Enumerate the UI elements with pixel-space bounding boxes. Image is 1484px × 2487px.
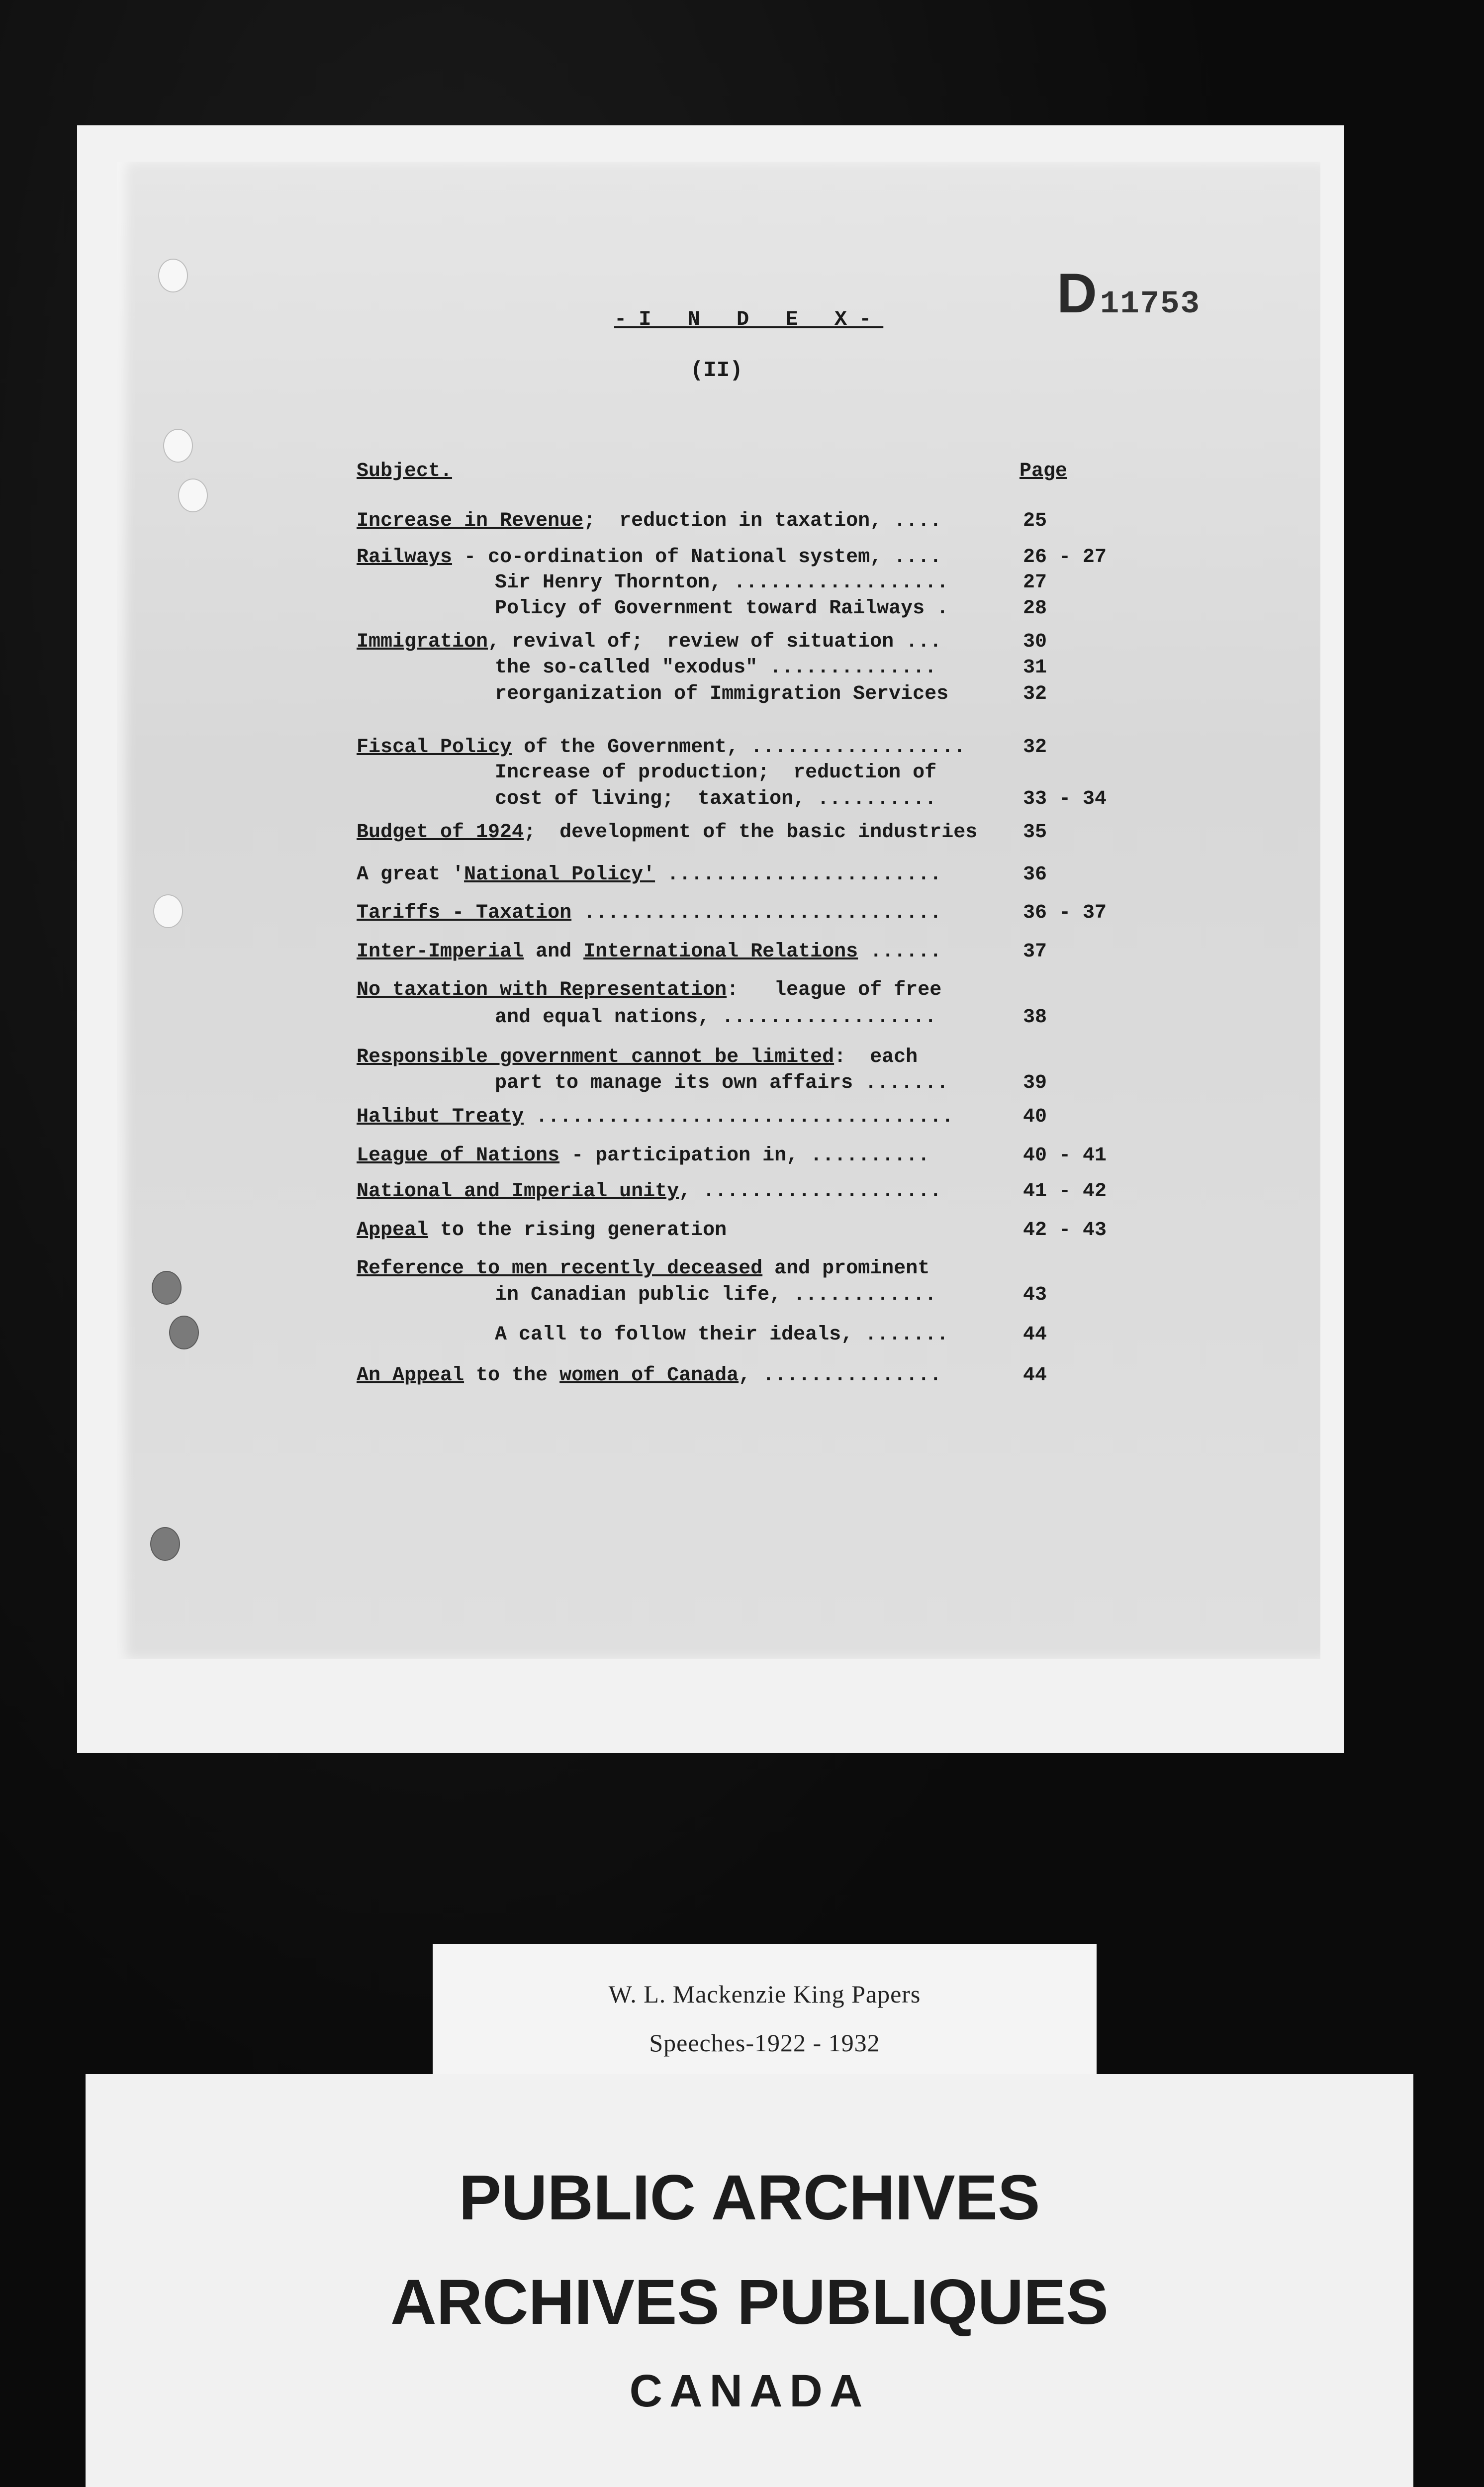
index-entry (357, 508, 1137, 534)
index-entry (357, 1179, 1137, 1205)
index-entry (357, 570, 1137, 596)
entry-subject: No taxation with Representation (357, 979, 727, 1001)
entry-page: 37 (1023, 941, 1047, 963)
collection-name: W. L. Mackenzie King Papers (608, 1980, 921, 2008)
entry-subtext: reorganization of Immigration Services (495, 683, 949, 705)
index-entry (357, 1256, 1137, 1282)
entry-page: 40 (1023, 1106, 1047, 1128)
index-entry (357, 735, 1137, 761)
entry-prefix: A great ' (357, 863, 464, 886)
punch-hole (150, 1527, 180, 1561)
entry-text: - co-ordination of National system, .... (452, 546, 942, 569)
entry-text: : each (834, 1046, 918, 1068)
entry-page: 43 (1023, 1284, 1047, 1306)
entry-text: ....................... (655, 863, 942, 886)
index-entry (357, 1282, 1137, 1308)
archive-country: CANADA (629, 2366, 870, 2416)
entry-page: 38 (1023, 1006, 1047, 1029)
entry-page: 30 (1023, 631, 1047, 653)
index-entry (357, 681, 1137, 707)
entry-subject: Immigration (357, 631, 488, 653)
index-entry (357, 862, 1137, 888)
entry-page: 40 - 41 (1023, 1145, 1107, 1167)
entry-page: 27 (1023, 572, 1047, 594)
index-entry (357, 1322, 1137, 1348)
index-entry (357, 545, 1137, 571)
entry-subject: International Relations (583, 941, 858, 963)
punch-hole (153, 894, 183, 928)
index-entry (357, 1363, 1137, 1389)
entry-text: - participation in, .......... (559, 1145, 930, 1167)
entry-subject: Appeal (357, 1219, 429, 1242)
index-entry (357, 820, 1137, 846)
index-entry (357, 977, 1137, 1003)
entry-page: 39 (1023, 1072, 1047, 1094)
entry-subtext: cost of living; taxation, .......... (495, 788, 937, 810)
entry-subject: Responsible government cannot be limited (357, 1046, 835, 1068)
entry-page: 41 - 42 (1023, 1180, 1107, 1203)
entry-subtext: and equal nations, .................. (495, 1006, 937, 1029)
doc-number-letter: D (1057, 262, 1097, 324)
punch-hole (178, 478, 208, 512)
entry-page: 44 (1023, 1324, 1047, 1346)
entry-page: 35 (1023, 821, 1047, 844)
entry-subject: An Appeal (357, 1364, 464, 1387)
entry-text: : league of free (727, 979, 942, 1001)
entry-page: 28 (1023, 597, 1047, 620)
index-entry (357, 1104, 1137, 1130)
entry-page: 32 (1023, 736, 1047, 759)
document-number (1057, 261, 1201, 325)
entry-text: ................................... (524, 1106, 954, 1128)
entry-subtext: part to manage its own affairs ....... (495, 1072, 949, 1094)
entry-subtext: in Canadian public life, ............ (495, 1284, 937, 1306)
index-entry (357, 1218, 1137, 1244)
entry-text: ; development of the basic industries (524, 821, 978, 844)
index-entry (357, 786, 1137, 812)
punch-hole (169, 1316, 199, 1349)
index-entry (357, 1143, 1137, 1169)
entry-text: ; reduction in taxation, .... (583, 510, 942, 532)
document-subtitle: (II) (690, 358, 743, 383)
entry-text: and (524, 941, 584, 963)
index-entry (357, 760, 1137, 786)
index-entry (357, 596, 1137, 622)
entry-text: to the (464, 1364, 560, 1387)
subject-column-header: Subject. (357, 460, 453, 482)
entry-subtext: A call to follow their ideals, ....... (495, 1324, 949, 1346)
index-entry (357, 1045, 1137, 1070)
document-title: -I N D E X- (614, 307, 884, 331)
entry-subject: Increase in Revenue (357, 510, 584, 532)
entry-page: 44 (1023, 1364, 1047, 1387)
archive-line-fr: ARCHIVES PUBLIQUES (390, 2267, 1109, 2338)
page-column-header: Page (1020, 460, 1068, 482)
entry-page: 31 (1023, 657, 1047, 679)
index-entry (357, 939, 1137, 965)
entry-subject: League of Nations (357, 1145, 560, 1167)
entry-page: 25 (1023, 510, 1047, 532)
entry-text: ...... (858, 941, 942, 963)
index-entry (357, 1005, 1137, 1031)
index-entry (357, 1070, 1137, 1096)
index-entry (357, 655, 1137, 681)
collection-series: Speeches-1922 - 1932 (649, 2029, 880, 2057)
entry-subtext: Policy of Government toward Railways . (495, 597, 949, 620)
entry-page: 36 (1023, 863, 1047, 886)
index-entry (357, 900, 1137, 926)
entry-text: , .................... (679, 1180, 942, 1203)
doc-number-digits: 11753 (1100, 287, 1201, 322)
entry-subject: Inter-Imperial (357, 941, 524, 963)
entry-subject: Tariffs - Taxation (357, 902, 572, 924)
entry-text: and prominent (762, 1257, 930, 1280)
entry-subject: National Policy' (464, 863, 655, 886)
entry-subject: women of Canada (559, 1364, 739, 1387)
entry-subtext: Sir Henry Thornton, .................. (495, 572, 949, 594)
entry-text: , ............... (739, 1364, 942, 1387)
entry-subject: Halibut Treaty (357, 1106, 524, 1128)
entry-subject: Fiscal Policy (357, 736, 512, 759)
entry-text: to the rising generation (428, 1219, 727, 1242)
entry-page: 26 - 27 (1023, 546, 1107, 569)
entry-subject: Budget of 1924 (357, 821, 524, 844)
archive-line-en: PUBLIC ARCHIVES (459, 2162, 1040, 2233)
entry-text: .............................. (571, 902, 942, 924)
entry-subject: National and Imperial unity (357, 1180, 679, 1203)
entry-subtext: Increase of production; reduction of (495, 762, 937, 784)
entry-page: 36 - 37 (1023, 902, 1107, 924)
punch-hole (163, 429, 193, 463)
index-entry (357, 629, 1137, 655)
entry-page: 42 - 43 (1023, 1219, 1107, 1242)
entry-text: , revival of; review of situation ... (488, 631, 942, 653)
punch-hole (152, 1271, 182, 1305)
entry-subject: Railways (357, 546, 453, 569)
archive-card (86, 2074, 1413, 2487)
punch-hole (158, 259, 188, 292)
collection-label (433, 1944, 1097, 2078)
entry-page: 32 (1023, 683, 1047, 705)
entry-subtext: the so-called "exodus" .............. (495, 657, 937, 679)
entry-page: 33 - 34 (1023, 788, 1107, 810)
entry-subject: Reference to men recently deceased (357, 1257, 763, 1280)
entry-text: of the Government, .................. (512, 736, 966, 759)
